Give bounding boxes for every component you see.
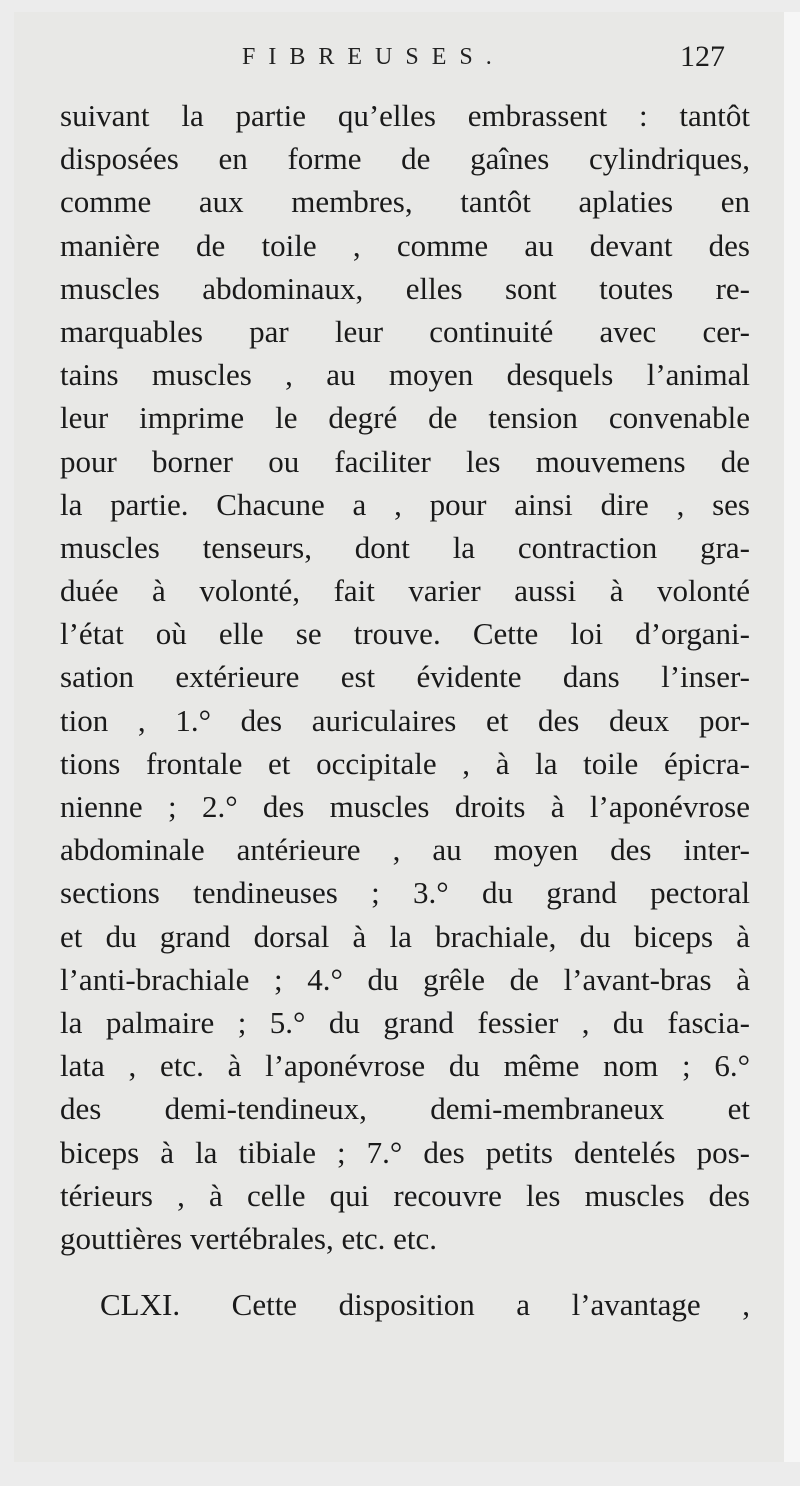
text-line: muscles tenseurs, dont la contraction gra- (60, 529, 750, 565)
text-line: abdominale antérieure , au moyen des inter- (60, 832, 750, 868)
text-line: térieurs , à celle qui recouvre les muscles des (60, 1177, 750, 1213)
running-head: FIBREUSES. (242, 44, 505, 70)
text-line: manière de toile , comme au devant des (60, 227, 750, 263)
page-number: 127 (680, 40, 725, 73)
text-line: leur imprime le degré de tension convenable (60, 400, 750, 436)
text-line: disposées en forme de gaînes cylindriques, (60, 141, 750, 177)
text-line: et du grand dorsal à la brachiale, du biceps à (60, 918, 750, 954)
text-line: la palmaire ; 5.° du grand fessier , du fascia- (60, 1004, 750, 1040)
text-line: pour borner ou faciliter les mouvemens de (60, 443, 750, 479)
text-line: marquables par leur continuité avec cer- (60, 313, 750, 349)
text-line: suivant la partie qu’elles embrassent : tantôt (60, 98, 750, 133)
next-paragraph (100, 1280, 750, 1330)
text-line: lata , etc. à l’aponévrose du même nom ; 6.° (60, 1048, 750, 1084)
text-line: la partie. Chacune a , pour ainsi dire , ses (60, 486, 750, 522)
text-line: muscles abdominaux, elles sont toutes re- (60, 270, 750, 306)
text-line: duée à volonté, fait varier aussi à volonté (60, 573, 750, 609)
page-header (0, 40, 800, 90)
paragraph-number: CLXI. (100, 1287, 181, 1322)
text-line: sections tendineuses ; 3.° du grand pectoral (60, 875, 750, 911)
body-text (60, 94, 750, 1260)
text-line: des demi-tendineux, demi-membraneux et (60, 1091, 750, 1127)
text-line: tains muscles , au moyen desquels l’animal (60, 357, 750, 393)
text-line: gouttières vertébrales, etc. etc. (60, 1220, 437, 1256)
text-line: sation extérieure est évidente dans l’inser- (60, 659, 750, 695)
text-line: l’anti-brachiale ; 4.° du grêle de l’avant-bras à (60, 961, 750, 997)
text-line: tion , 1.° des auriculaires et des deux por- (60, 702, 750, 738)
text-line: l’état où elle se trouve. Cette loi d’organi- (60, 616, 750, 652)
text-line: comme aux membres, tantôt aplaties en (60, 184, 750, 220)
paragraph-text: Cette disposition a l’avantage , (231, 1287, 750, 1322)
text-line: nienne ; 2.° des muscles droits à l’aponévrose (60, 789, 750, 824)
text-line: biceps à la tibiale ; 7.° des petits dentelés pos- (60, 1134, 750, 1170)
text-line: tions frontale et occipitale , à la toile épicra- (60, 745, 750, 781)
